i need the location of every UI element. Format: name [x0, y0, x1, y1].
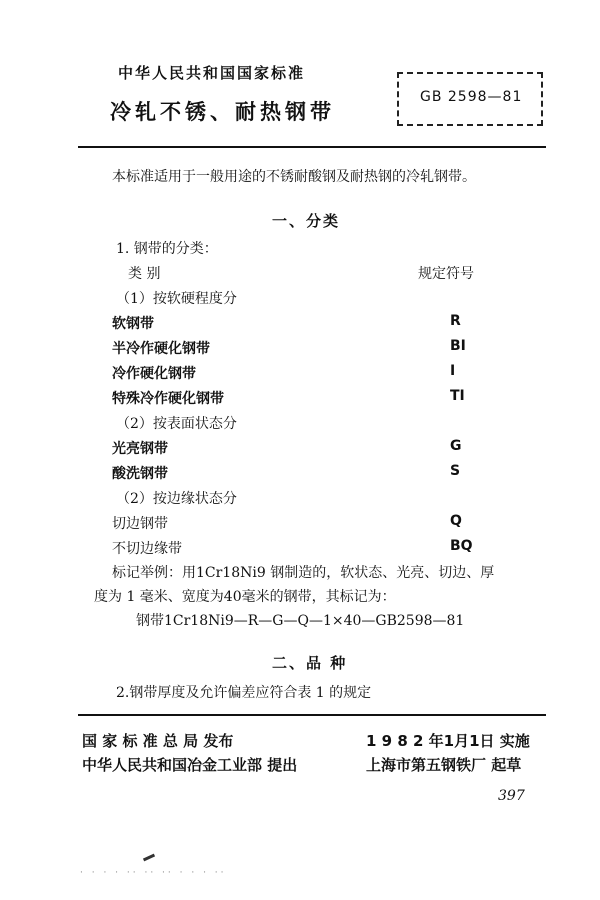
footer-drafter: 上海市第五钢铁厂 起草 — [366, 756, 522, 774]
marking-example-code: 钢带1Cr18Ni9—R—G—Q—1×40—GB2598—81 — [136, 613, 465, 629]
footer-publisher: 国 家 标 准 总 局 发布 — [82, 732, 234, 750]
issuer-line: 中华人民共和国国家标准 — [118, 64, 306, 82]
category-code: I — [450, 363, 456, 379]
item-2: 2.钢带厚度及允许偏差应符合表 1 的规定 — [116, 685, 372, 701]
footer-proposer: 中华人民共和国冶金工业部 提出 — [82, 756, 298, 774]
column-header-symbol: 规定符号 — [418, 266, 474, 282]
category-name: 切边钢带 — [112, 516, 168, 532]
category-code: BI — [450, 338, 466, 354]
category-name: 冷作硬化钢带 — [112, 366, 196, 382]
category-name: 光亮钢带 — [112, 441, 168, 457]
footer-divider — [78, 714, 546, 716]
footer-effective-date: 1 9 8 2 年1月1日 实施 — [366, 732, 530, 750]
marking-example-line-2: 度为 1 毫米、宽度为40毫米的钢带，其标记为： — [94, 589, 396, 605]
scan-artifact-dots: · · · · ·· ·· ·· · · · ·· — [80, 868, 227, 878]
group-label: （1）按软硬程度分 — [116, 291, 237, 307]
category-code: TI — [450, 388, 465, 404]
category-code: S — [450, 463, 461, 479]
document-title: 冷轧不锈、耐热钢带 — [110, 100, 335, 124]
category-code: G — [450, 438, 462, 454]
header-divider — [78, 146, 546, 148]
section-2-heading: 二、品 种 — [272, 654, 348, 672]
scope-statement: 本标准适用于一般用途的不锈耐酸钢及耐热钢的冷轧钢带。 — [112, 169, 476, 185]
page-number: 397 — [498, 788, 525, 804]
group-label: （2）按表面状态分 — [116, 416, 237, 432]
category-name: 特殊冷作硬化钢带 — [112, 391, 224, 407]
column-header-category: 类 别 — [128, 266, 161, 282]
item-1: 1. 钢带的分类： — [116, 241, 218, 257]
category-name: 半冷作硬化钢带 — [112, 341, 210, 357]
category-name: 不切边缘带 — [112, 541, 182, 557]
marking-example-line-1: 标记举例：用1Cr18Ni9 钢制造的，软状态、光亮、切边、厚 — [112, 565, 495, 581]
standard-code: GB 2598—81 — [420, 89, 523, 105]
section-1-heading: 一、分类 — [272, 212, 341, 230]
category-name: 酸洗钢带 — [112, 466, 168, 482]
group-label: （2）按边缘状态分 — [116, 491, 237, 507]
category-name: 软钢带 — [112, 316, 154, 332]
scan-artifact — [143, 854, 155, 862]
category-code: R — [450, 313, 461, 329]
category-code: Q — [450, 513, 462, 529]
category-code: BQ — [450, 538, 473, 554]
